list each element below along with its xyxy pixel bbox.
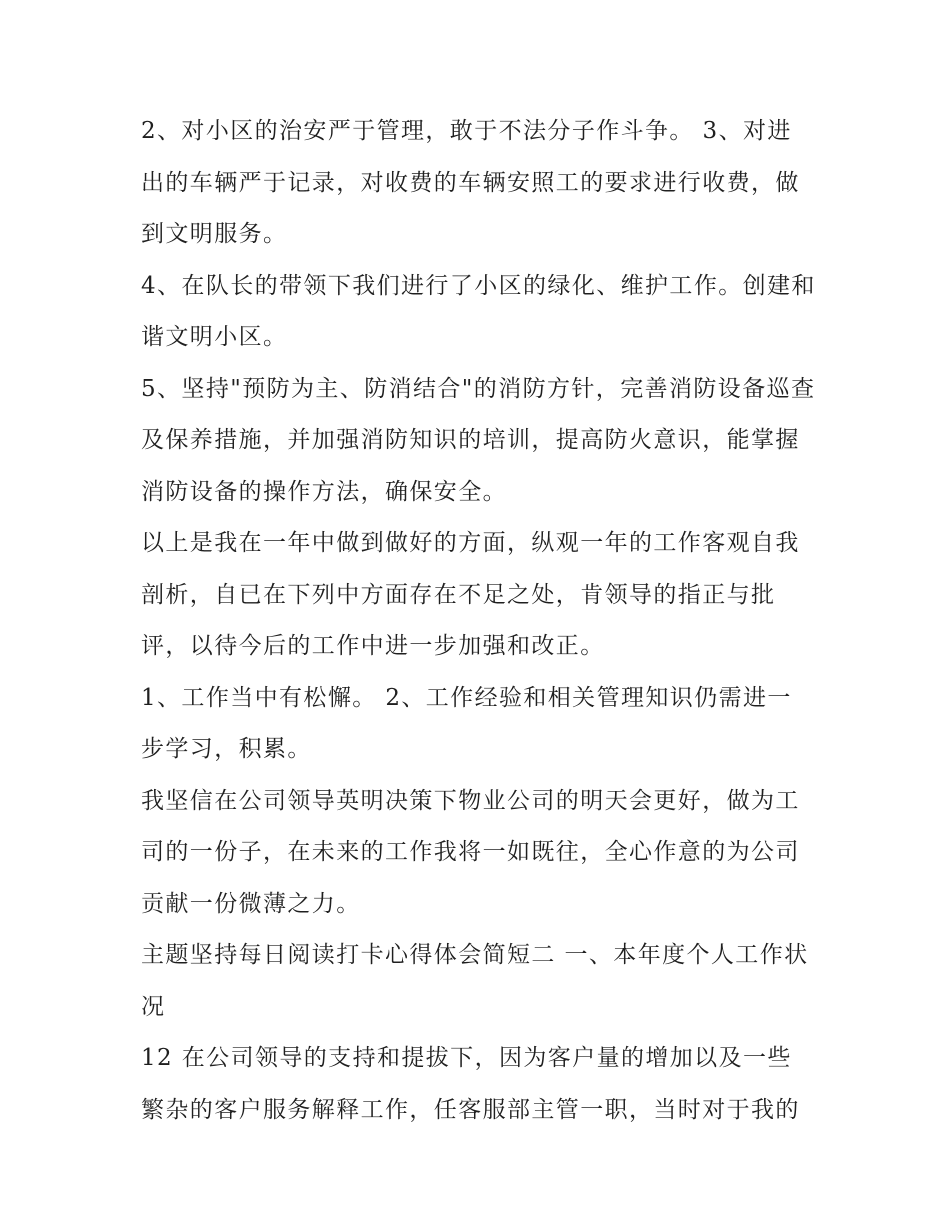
paragraph: 4、在队长的带领下我们进行了小区的绿化、维护工作。创建和谐文明小区。 bbox=[141, 272, 816, 350]
paragraph: 以上是我在一年中做到做好的方面，纵观一年的工作客观自我剖析，自已在下列中方面存在不足之处，肯领导的指正与批评，以待今后的工作中进一步加强和改正。 bbox=[141, 530, 800, 659]
paragraph: 5、坚持"预防为主、防消结合"的消防方针，完善消防设备巡查及保养措施，并加强消防知识的培训，提高防火意识，能掌握消防设备的操作方法，确保安全。 bbox=[141, 375, 816, 505]
paragraph: 1、工作当中有松懈。 2、工作经验和相关管理知识仍需进一步学习，积累。 bbox=[141, 684, 792, 762]
paragraph: 2、对小区的治安严于管理，敢于不法分子作斗争。 3、对进出的车辆严于记录，对收费的车辆安照工的要求进行收费，做到文明服务。 bbox=[141, 118, 800, 247]
paragraph: 主题坚持每日阅读打卡心得体会简短二 一、本年度个人工作状况 bbox=[141, 942, 809, 1020]
paragraph: 12 在公司领导的支持和提拔下，因为客户量的增加以及一些繁杂的客户服务解释工作，任客服部主管一职，当时对于我的 bbox=[141, 1045, 800, 1123]
paragraph: 我坚信在公司领导英明决策下物业公司的明天会更好，做为工司的一份子，在未来的工作我将一如既往，全心作意的为公司贡献一份微薄之力。 bbox=[141, 787, 800, 917]
document-body bbox=[141, 106, 816, 1136]
